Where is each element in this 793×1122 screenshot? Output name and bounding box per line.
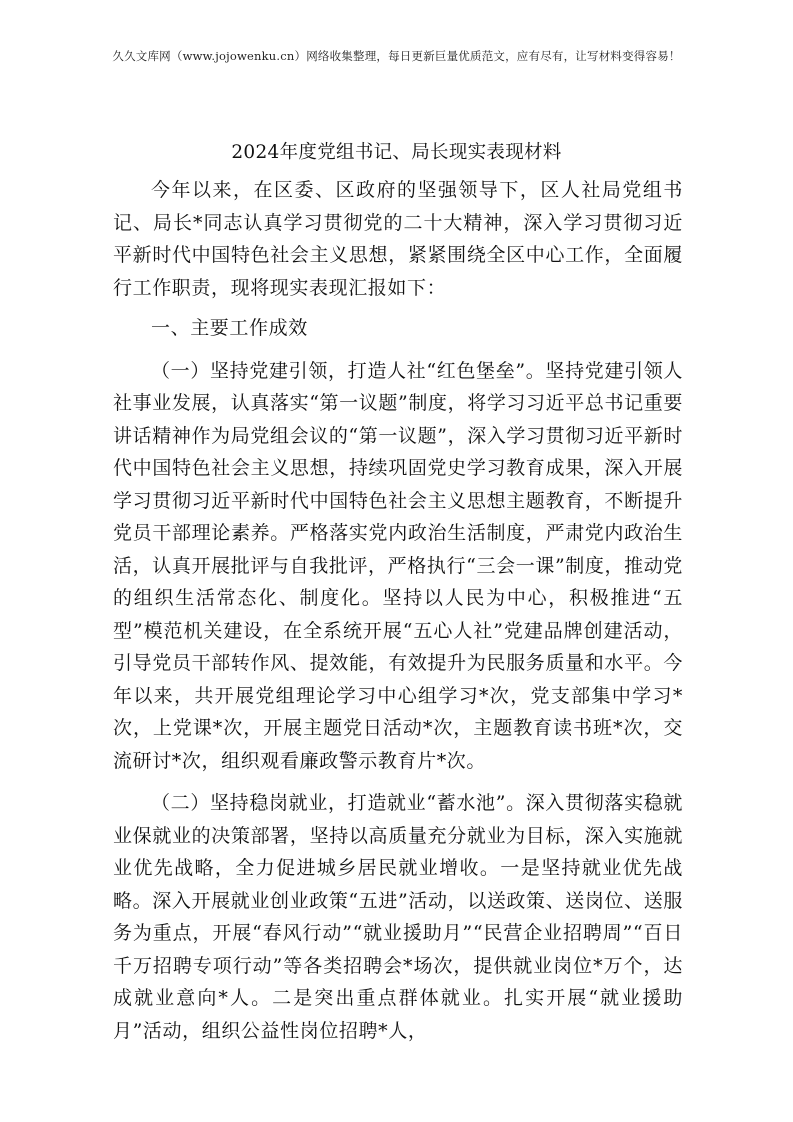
intro-paragraph: 今年以来，在区委、区政府的坚强领导下，区人社局党组书记、局长*同志认真学习贯彻党的二十大精神，深入学习贯彻习近平新时代中国特色社会主义思想，紧紧围绕全区中心工作，全面履行工作职责，现将现实表现汇报如下：: [113, 179, 683, 299]
document-title: 2024年度党组书记、局长现实表现材料: [231, 142, 562, 163]
page-header: 久久文库网（www.jojowenku.cn）网络收集整理，每日更新巨量优质范文，应有尽有，让写材料变得容易！: [112, 49, 681, 63]
document-body: [113, 174, 683, 1047]
body-paragraph-1: （一）坚持党建引领，打造人社“红色堡垒”。坚持党建引领人社事业发展，认真落实“第一议题”制度，将学习习近平总书记重要讲话精神作为局党组会议的“第一议题”，深入学习贯彻习近平新时代中国特色社会主义思想，持续巩固党史学习教育成果，深入开展学习贯彻习近平新时代中国特色社会主义思想主题教育，不断提升党员干部理论素养。严格落实党内政治生活制度，严肃党内政治生活，认真开展批评与自我批评，严格执行“三会一课”制度，推动党的组织生活常态化、制度化。坚持以人民为中心，积极推进“五型”模范机关建设，在全系统开展“五心人社”党建品牌创建活动，引导党员干部转作风、提效能，有效提升为民服务质量和水平。今年以来，共开展党组理论学习中心组学习*次，党支部集中学习*次，上党课*次，开展主题党日活动*次，主题教育读书班*次，交流研讨*次，组织观看廉政警示教育片*次。: [113, 359, 683, 772]
section-heading: 一、主要工作成效: [151, 317, 308, 339]
body-paragraph-2: （二）坚持稳岗就业，打造就业“蓄水池”。深入贯彻落实稳就业保就业的决策部署，坚持以高质量充分就业为目标，深入实施就业优先战略，全力促进城乡居民就业增收。一是坚持就业优先战略。深入开展就业创业政策“五进”活动，以送政策、送岗位、送服务为重点，开展“春风行动”“就业援助月”“民营企业招聘周”“百日千万招聘专项行动”等各类招聘会*场次，提供就业岗位*万个，达成就业意向*人。二是突出重点群体就业。扎实开展“就业援助月”活动，组织公益性岗位招聘*人，: [113, 792, 683, 1042]
